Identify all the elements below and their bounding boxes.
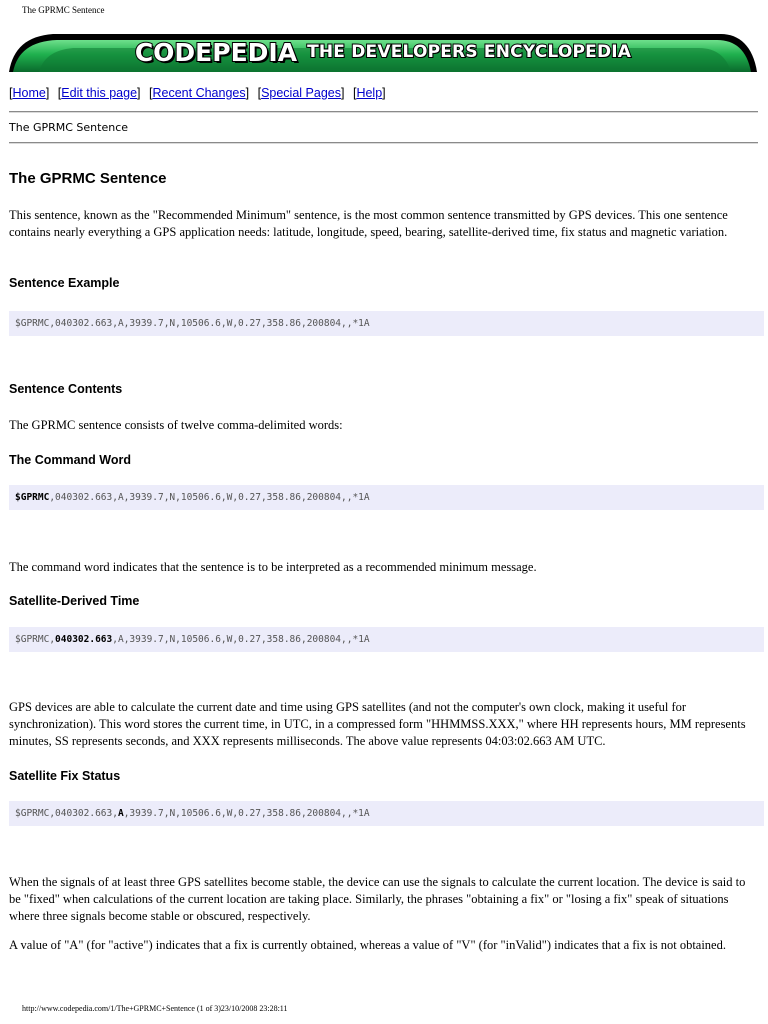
heading-sentence-contents: Sentence Contents [9,382,123,396]
command-description: The command word indicates that the sentence is to be interpreted as a recommended minimum message. [9,560,537,574]
nav-recent-changes-link[interactable]: Recent Changes [152,86,246,100]
code-highlight: 040302.663 [55,634,113,645]
code-text: ,A,3939.7,N,10506.6,W,0.27,358.86,200804,,*1A [112,634,370,645]
contents-intro: The GPRMC sentence consists of twelve comma-delimited words: [9,418,343,432]
breadcrumb: The GPRMC Sentence [9,121,129,134]
divider [9,142,758,144]
site-banner[interactable] [9,32,757,72]
heading-fix-status: Satellite Fix Status [9,769,121,783]
heading-satellite-time: Satellite-Derived Time [9,594,140,608]
code-text: $GPRMC,040302.663,A,3939.7,N,10506.6,W,0.27,358.86,200804,,*1A [15,318,370,329]
banner-tagline: THE DEVELOPERS ENCYCLOPEDIA [307,42,632,62]
code-highlight: $GPRMC [15,492,50,503]
print-footer: http://www.codepedia.com/1/The+GPRMC+Sentence (1 of 3)23/10/2008 23:28:11 [22,1004,288,1013]
banner-brand: CODEPEDIA [134,37,298,67]
heading-command-word: The Command Word [9,453,131,467]
code-text: $GPRMC,040302.663, [15,808,118,819]
code-command-word [9,485,764,510]
nav-home-link[interactable]: Home [12,86,46,100]
code-example [9,311,764,336]
divider [9,111,758,113]
code-text: $GPRMC, [15,634,56,645]
fix-values-description: A value of "A" (for "active") indicates that a fix is currently obtained, whereas a value of "V" (for "inValid") indicates that a fix is not obtained. [9,938,726,952]
time-description: GPS devices are able to calculate the current date and time using GPS satellites (and not the computer's own clock, making it useful for synchronization). This word stores the current time, in UTC, in a compressed form "HHMMSS.XXX," where HH represents hours, MM represents minutes, SS represents seconds, and XXX represents milliseconds. The above value represents 04:03:02.663 AM UTC. [9,700,746,748]
print-header: The GPRMC Sentence [22,5,105,15]
code-text: ,3939.7,N,10506.6,W,0.27,358.86,200804,,*1A [123,808,370,819]
nav-special-pages-link[interactable]: Special Pages [261,86,341,100]
top-nav: [Home] [Edit this page] [Recent Changes] [Special Pages] [Help] [9,86,386,100]
article-title: The GPRMC Sentence [9,170,167,187]
nav-edit-page-link[interactable]: Edit this page [61,86,138,100]
intro-paragraph: This sentence, known as the "Recommended Minimum" sentence, is the most common sentence transmitted by GPS devices. This one sentence contains nearly everything a GPS application needs: latitude, longitude, speed, bearing, satellite-derived time, fix status and magnetic variation. [9,208,728,239]
code-text: ,040302.663,A,3939.7,N,10506.6,W,0.27,358.86,200804,,*1A [49,492,370,503]
heading-sentence-example: Sentence Example [9,276,120,290]
code-highlight: A [117,808,124,819]
banner-title [9,32,757,72]
fix-description: When the signals of at least three GPS satellites become stable, the device can use the signals to calculate the current location. The device is said to be "fixed" when calculations of the current location are taking place. Similarly, the phrases "obtaining a fix" or "losing a fix" speak of situations where three signals become stable or obscured, respectively. [9,875,746,923]
code-satellite-time [9,627,764,652]
code-fix-status [9,801,764,826]
nav-help-link[interactable]: Help [356,86,383,100]
